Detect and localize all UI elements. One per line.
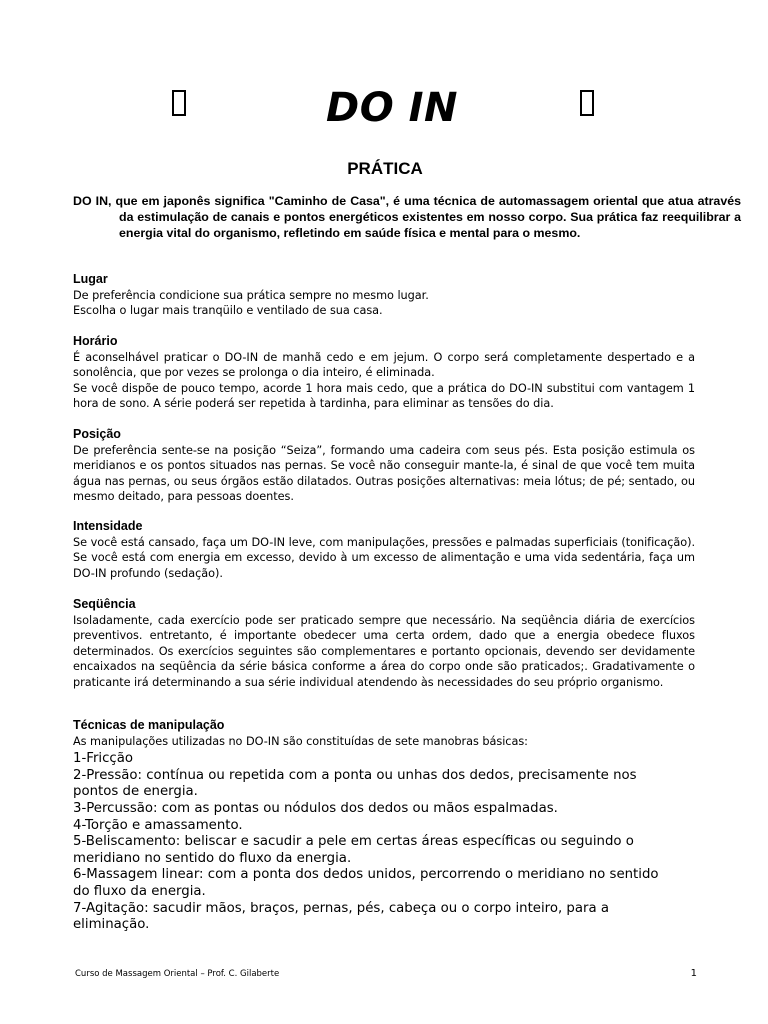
list-item: 2-Pressão: contínua ou repetida com a ponta ou unhas dos dedos, precisamente nos pontos de energia. <box>73 767 637 800</box>
page-title: DO IN <box>326 85 458 131</box>
section-paragraph: As manipulações utilizadas no DO-IN são constituídas de sete manobras básicas: <box>73 734 528 748</box>
section-paragraph: Isoladamente, cada exercício pode ser praticado sempre que necessário. Na seqüência diária de exercícios preventivos. entretanto, é importante obedecer uma certa ordem, dado que a energia obedece fluxos determinados. Os exercícios seguintes são complementares e portanto opcionais, devendo ser devidamente encaixados na seqüência da série básica conforme a área do corpo onde são praticados;. Gradativamente o praticante irá determinando a sua série individual atendendo às necessidades do seu próprio organismo. <box>73 613 695 689</box>
section-line: De preferência condicione sua prática sempre no mesmo lugar. <box>73 288 429 302</box>
section-heading: Intensidade <box>73 519 143 533</box>
section-paragraph: Se você está cansado, faça um DO-IN leve, com manipulações, pressões e palmadas superficiais (tonificação). Se você está com energia em excesso, devido à um excesso de alimentação e uma vida sedentária, faça um DO-IN profundo (sedação). <box>73 535 695 580</box>
footer-course-text: Curso de Massagem Oriental – Prof. C. Gilaberte <box>75 969 280 979</box>
list-item: 4-Torção e amassamento. <box>73 817 243 833</box>
title-row <box>0 86 768 130</box>
section-line: Escolha o lugar mais tranqüilo e ventilado de sua casa. <box>73 304 383 318</box>
technique-list <box>73 751 695 934</box>
section-paragraph: É aconselhável praticar o DO-IN de manhã cedo e em jejum. O corpo será completamente despertado e a sonolência, que por vezes se prolonga o dia inteiro, é eliminada. <box>73 350 695 380</box>
section-paragraph: De preferência sente-se na posição “Seiza”, formando uma cadeira com seus pés. Esta posição estimula os meridianos e os pontos situados nas pernas. Se você não conseguir mante-la, é sinal de que você tem muita água nas pernas, ou seus órgãos estão dilatados. Outras posições alternativas: meia lótus; de pé; sentado, ou mesmo deitado, para pessoas doentes. <box>73 443 695 504</box>
section-heading: Técnicas de manipulação <box>73 718 225 732</box>
page-footer <box>75 968 697 982</box>
page-subtitle: PRÁTICA <box>347 159 423 178</box>
section-tecnicas <box>73 718 695 934</box>
intro-paragraph: DO IN, que em japonês significa "Caminho de Casa", é uma técnica de automassagem oriental que atua através da estimulação de canais e pontos energéticos existentes em nosso corpo. Sua prática faz reequilibrar a energia vital do organismo, refletindo em saúde física e mental para o mesmo. <box>73 194 741 240</box>
section-heading: Seqüência <box>73 597 136 611</box>
page-number: 1 <box>690 968 697 979</box>
list-item: 5-Beliscamento: beliscar e sacudir a pele em certas áreas específicas ou seguindo o meridiano no sentido do fluxo da energia. <box>73 834 634 866</box>
unknown-glyph-icon <box>580 90 594 116</box>
list-item: 3-Percussão: com as pontas ou nódulos dos dedos ou mãos espalmadas. <box>73 800 558 816</box>
section-sequencia <box>73 597 695 691</box>
section-intensidade <box>73 519 695 581</box>
section-lugar <box>73 272 695 319</box>
section-heading: Horário <box>73 334 118 348</box>
section-posicao <box>73 427 695 505</box>
list-item: 6-Massagem linear: com a ponta dos dedos unidos, percorrendo o meridiano no sentido do fluxo da energia. <box>73 867 659 899</box>
section-heading: Posição <box>73 427 121 441</box>
list-item: 1-Fricção <box>73 751 134 767</box>
section-paragraph: Se você dispõe de pouco tempo, acorde 1 hora mais cedo, que a prática do DO-IN substitui com vantagem 1 hora de sono. A série poderá ser repetida à tardinha, para eliminar as tensões do dia. <box>73 381 695 411</box>
section-horario <box>73 334 695 412</box>
section-heading: Lugar <box>73 272 108 286</box>
list-item: 7-Agitação: sacudir mãos, braços, pernas, pés, cabeça ou o corpo inteiro, para a eliminação. <box>73 900 609 933</box>
